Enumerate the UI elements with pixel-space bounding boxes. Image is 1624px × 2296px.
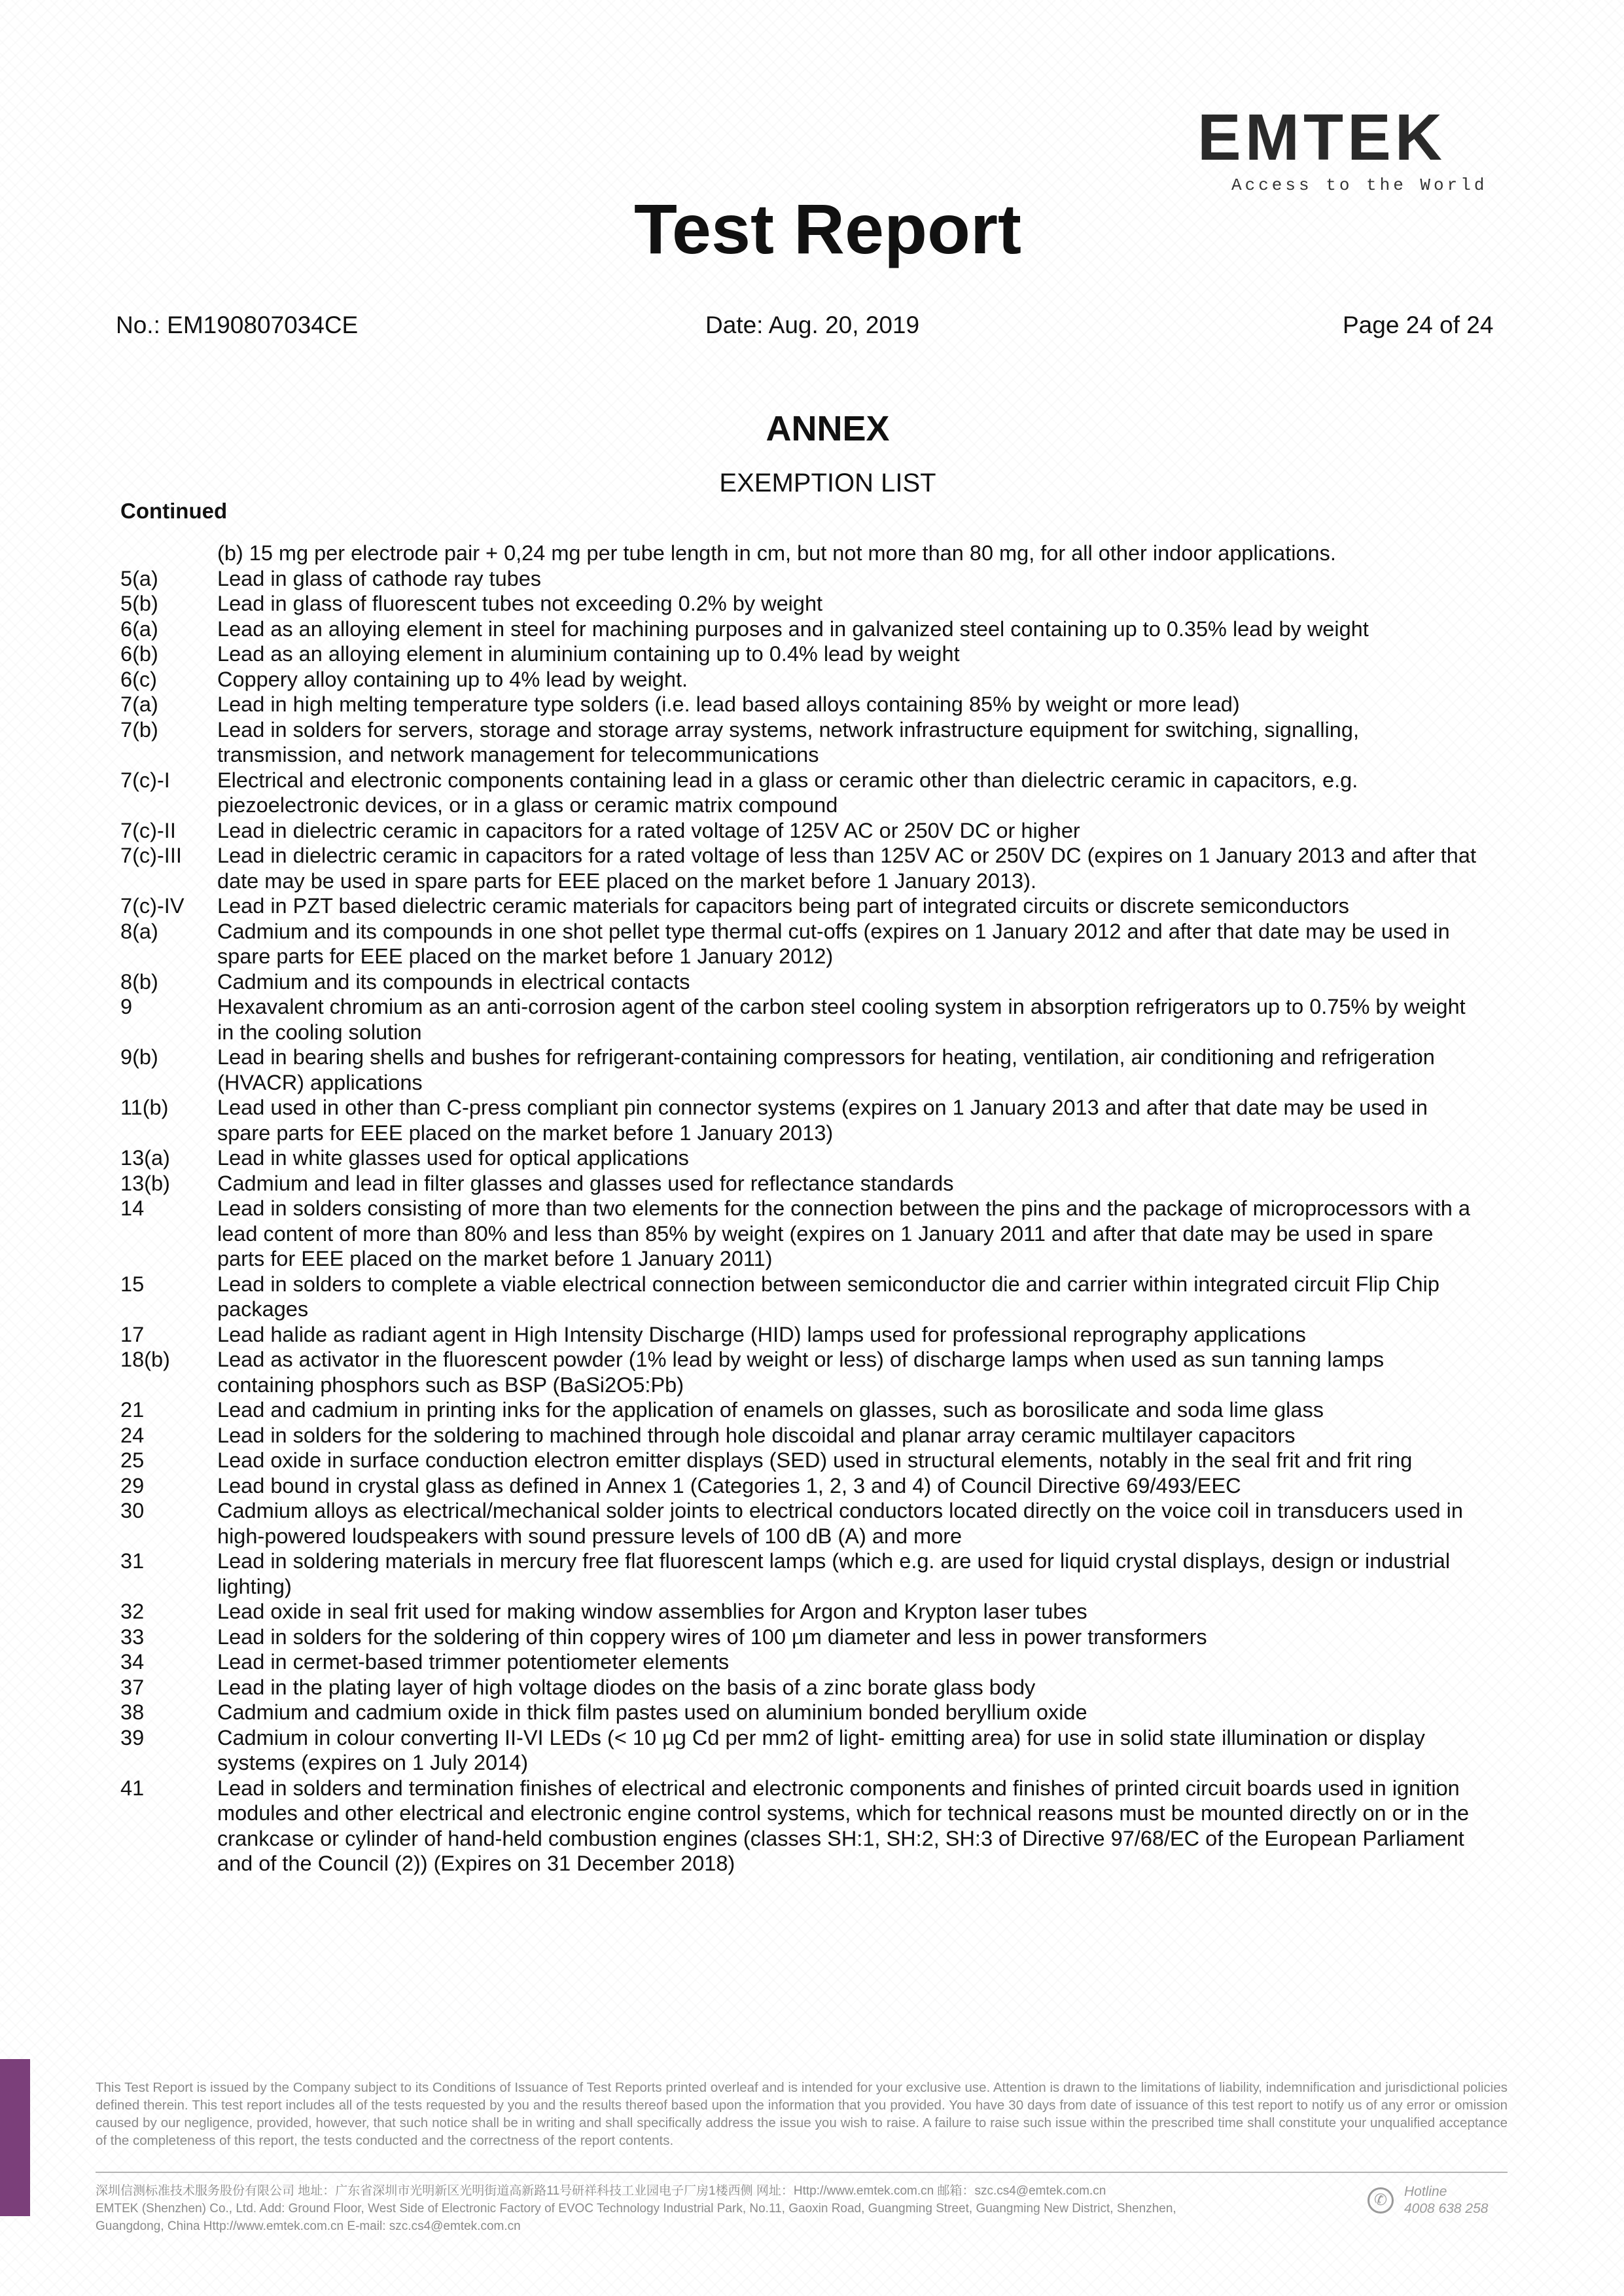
report-number: No.: EM190807034CE	[116, 312, 359, 338]
exemption-row	[120, 1045, 1481, 1095]
exemption-list-heading: EXEMPTION LIST	[719, 469, 936, 497]
exemption-code: 9(b)	[120, 1045, 158, 1069]
exemption-row	[120, 1498, 1481, 1549]
exemption-description: Lead used in other than C-press compliant pin connector systems (expires on 1 January 2013 and after that date may be used in spare parts for EEE placed on the market before 1 January 2013)	[217, 1096, 1428, 1145]
exemption-code: 5(b)	[120, 592, 158, 615]
exemption-code: 37	[120, 1675, 145, 1699]
exemption-row	[120, 1448, 1481, 1473]
exemption-code: 7(c)-II	[120, 818, 176, 842]
continued-label: Continued	[120, 499, 228, 523]
exemption-description: Lead in solders and termination finishes of electrical and electronic components and finishes of printed circuit boards used in ignition modules and other electrical and electronic engine control systems, which for technical reasons must be mounted directly on or in the crankcase or cylinder of hand-held combustion engines (classes SH:1, SH:2, SH:3 of Directive 97/68/EC of the European Parliament and of the Council (2)) (Expires on 31 December 2018)	[217, 1776, 1470, 1875]
exemption-description: Lead in dielectric ceramic in capacitors for a rated voltage of less than 125V AC or 250V DC (expires on 1 January 2013 and after that date may be used in spare parts for EEE placed on the market before 1 January 2013).	[217, 844, 1476, 893]
exemption-code: 32	[120, 1600, 145, 1623]
exemption-row	[120, 1322, 1481, 1348]
exemption-description: Lead in PZT based dielectric ceramic materials for capacitors being part of integrated circuits or discrete semiconductors	[217, 894, 1349, 918]
exemption-code: 7(c)-III	[120, 844, 182, 867]
exemption-row	[120, 1599, 1481, 1624]
exemption-description: Lead in soldering materials in mercury free flat fluorescent lamps (which e.g. are used for liquid crystal displays, design or industrial lighting)	[217, 1549, 1451, 1598]
exemption-description: Cadmium and lead in filter glasses and glasses used for reflectance standards	[217, 1171, 954, 1195]
company-info-chinese: 深圳信测标准技术服务股份有限公司 地址：广东省深圳市光明新区光明街道高新路11号研祥科技工业园电子厂房1楼西侧 网址：Http://www.emtek.com.cn 邮箱：szc.cs4@emtek.com.cn	[96, 2184, 1106, 2198]
exemption-code: 41	[120, 1776, 145, 1800]
exemption-description: Lead in solders for the soldering to machined through hole discoidal and planar array ceramic multilayer capacitors	[217, 1423, 1296, 1447]
exemption-row	[120, 843, 1481, 893]
company-info	[96, 2182, 1339, 2235]
exemption-row	[120, 641, 1481, 667]
exemption-description: Lead in solders to complete a viable electrical connection between semiconductor die and carrier within integrated circuit Flip Chip packages	[217, 1272, 1439, 1321]
exemption-description: Lead in solders consisting of more than two elements for the connection between the pins and the package of microprocessors with a lead content of more than 80% and less than 85% by weight (expires on 1 January 2011 and after that date may be used in spare parts for EEE placed on the market before 1 January 2011)	[217, 1196, 1470, 1270]
exemption-description: Lead in the plating layer of high voltage diodes on the basis of a zinc borate glass body	[217, 1675, 1036, 1699]
exemption-code: 31	[120, 1549, 145, 1573]
exemption-row	[120, 566, 1481, 592]
exemption-code: 14	[120, 1196, 145, 1220]
exemption-row	[120, 717, 1481, 768]
exemption-code: 15	[120, 1272, 145, 1296]
exemption-description: Lead in solders for the soldering of thin coppery wires of 100 µm diameter and less in power transformers	[217, 1624, 1207, 1649]
exemption-row	[120, 692, 1481, 717]
exemption-code: 7(c)-IV	[120, 894, 185, 918]
exemption-description: Lead in white glasses used for optical applications	[217, 1146, 689, 1170]
exemption-code: 6(b)	[120, 642, 158, 666]
exemption-description: Cadmium and its compounds in electrical contacts	[217, 969, 690, 994]
exemption-row	[120, 1624, 1481, 1650]
exemption-code: 7(a)	[120, 692, 158, 716]
exemption-list	[120, 541, 1481, 1876]
exemption-description: Lead in cermet-based trimmer potentiometer elements	[217, 1650, 730, 1674]
exemption-description: Lead in glass of fluorescent tubes not exceeding 0.2% by weight	[217, 592, 823, 615]
exemption-description: Coppery alloy containing up to 4% lead by weight.	[217, 667, 688, 691]
exemption-code: 8(b)	[120, 969, 158, 994]
exemption-row	[120, 1675, 1481, 1700]
exemption-code: 13(b)	[120, 1171, 170, 1195]
exemption-row	[120, 969, 1481, 995]
exemption-row	[120, 818, 1481, 844]
legal-disclaimer: This Test Report is issued by the Company subject to its Conditions of Issuance of Test Reports printed overleaf and is intended for your exclusive use. Attention is drawn to the limitations of liability, indemnification and jurisdictional policies defined therein. This test report includes all of the tests requested by you and the results thereof based upon the information that you provided. You have 30 days from date of issuance of this test report to notify us of any error or omission caused by our negligence, provided, however, that such notice shall be in writing and shall specifically address the issue you wish to raise. A failure to raise such issue within the prescribed time shall constitute your unqualified acceptance of the completeness of this report, the tests conducted and the correctness of the report contents.	[96, 2080, 1508, 2148]
hotline-number: 4008 638 258	[1404, 2201, 1489, 2216]
exemption-row	[120, 1095, 1481, 1145]
company-logo	[1197, 101, 1498, 203]
exemption-row	[120, 1649, 1481, 1675]
annex-heading: ANNEX	[766, 409, 890, 448]
exemption-row	[120, 1272, 1481, 1322]
exemption-row	[120, 1725, 1481, 1776]
exemption-code: 7(c)-I	[120, 768, 170, 792]
exemption-code: 29	[120, 1473, 145, 1498]
exemption-row	[120, 1145, 1481, 1171]
exemption-code: 21	[120, 1398, 145, 1422]
exemption-row	[120, 1776, 1481, 1876]
company-info-english-2: Guangdong, China Http://www.emtek.com.cn E-mail: szc.cs4@emtek.com.cn	[96, 2219, 521, 2233]
exemption-code: 11(b)	[120, 1096, 169, 1119]
exemption-code: 24	[120, 1423, 145, 1447]
exemption-code: 7(b)	[120, 717, 158, 742]
hotline-label: Hotline	[1404, 2184, 1447, 2199]
exemption-row	[120, 1397, 1481, 1423]
exemption-row	[120, 1700, 1481, 1725]
exemption-row	[120, 617, 1481, 642]
exemption-row	[120, 994, 1481, 1045]
exemption-description: Lead as an alloying element in steel for machining purposes and in galvanized steel containing up to 0.35% lead by weight	[217, 617, 1369, 641]
exemption-code: 34	[120, 1650, 145, 1674]
exemption-description: Lead halide as radiant agent in High Intensity Discharge (HID) lamps used for professional reprography applications	[217, 1322, 1306, 1346]
exemption-row	[120, 768, 1481, 818]
exemption-code	[120, 541, 217, 566]
exemption-description: Lead oxide in seal frit used for making window assemblies for Argon and Krypton laser tubes	[217, 1600, 1087, 1623]
sidebar-color-tab	[0, 2059, 30, 2216]
exemption-row	[120, 1473, 1481, 1499]
exemption-row	[120, 1171, 1481, 1196]
page-number: Page 24 of 24	[1343, 312, 1494, 338]
exemption-row	[120, 1423, 1481, 1448]
exemption-code: 17	[120, 1322, 145, 1346]
exemption-description: Lead oxide in surface conduction electron emitter displays (SED) used in structural elements, notably in the seal frit and frit ring	[217, 1448, 1413, 1472]
phone-icon: ✆	[1368, 2187, 1394, 2214]
exemption-description: Lead as an alloying element in aluminium containing up to 0.4% lead by weight	[217, 642, 960, 666]
exemption-description: Lead and cadmium in printing inks for the application of enamels on glasses, such as borosilicate and soda lime glass	[217, 1398, 1324, 1422]
exemption-row	[120, 1549, 1481, 1599]
exemption-description: Lead bound in crystal glass as defined in Annex 1 (Categories 1, 2, 3 and 4) of Council Directive 69/493/EEC	[217, 1473, 1241, 1498]
exemption-description: Cadmium alloys as electrical/mechanical solder joints to electrical conductors located directly on the voice coil in transducers used in high-powered loudspeakers with sound pressure levels of 100 dB (A) and more	[217, 1499, 1463, 1548]
company-info-english: EMTEK (Shenzhen) Co., Ltd. Add: Ground Floor, West Side of Electronic Factory of EVOC Technology Industrial Park, No.11, Gaoxin Road, Guangming Street, Guangming New District, Shenzhen,	[96, 2202, 1176, 2215]
exemption-code: 6(a)	[120, 617, 158, 641]
exemption-row	[120, 667, 1481, 692]
exemption-code: 5(a)	[120, 566, 158, 590]
exemption-description: Lead in glass of cathode ray tubes	[217, 566, 542, 590]
exemption-code: 39	[120, 1725, 145, 1749]
exemption-description: (b) 15 mg per electrode pair + 0,24 mg per tube length in cm, but not more than 80 mg, for all other indoor applications.	[217, 541, 1336, 565]
exemption-description: Cadmium and cadmium oxide in thick film pastes used on aluminium bonded beryllium oxide	[217, 1700, 1087, 1724]
exemption-code: 25	[120, 1448, 145, 1472]
exemption-description: Lead in bearing shells and bushes for refrigerant-containing compressors for heating, ventilation, air conditioning and refrigeration (HVACR) applications	[217, 1045, 1435, 1094]
exemption-description: Lead in dielectric ceramic in capacitors for a rated voltage of 125V AC or 250V DC or higher	[217, 818, 1080, 842]
hotline	[1368, 2183, 1505, 2223]
logo-tagline: Access to the World	[1231, 175, 1488, 195]
exemption-row	[120, 591, 1481, 617]
exemption-row	[120, 893, 1481, 919]
exemption-code: 6(c)	[120, 667, 157, 691]
exemption-code: 18(b)	[120, 1348, 170, 1371]
exemption-description: Hexavalent chromium as an anti-corrosion agent of the carbon steel cooling system in absorption refrigerators up to 0.75% by weight in the cooling solution	[217, 995, 1466, 1044]
report-title: Test Report	[633, 189, 1022, 268]
exemption-code: 33	[120, 1624, 145, 1649]
exemption-description: Lead in high melting temperature type solders (i.e. lead based alloys containing 85% by weight or more lead)	[217, 692, 1240, 716]
exemption-row	[120, 919, 1481, 969]
exemption-row	[120, 541, 1481, 566]
exemption-description: Cadmium in colour converting II-VI LEDs (< 10 µg Cd per mm2 of light- emitting area) for use in solid state illumination or display systems (expires on 1 July 2014)	[217, 1725, 1425, 1774]
footer-divider	[96, 2172, 1508, 2173]
exemption-code: 38	[120, 1700, 145, 1724]
exemption-description: Electrical and electronic components containing lead in a glass or ceramic other than dielectric ceramic in capacitors, e.g. piezoelectronic devices, or in a glass or ceramic matrix compound	[217, 768, 1358, 817]
exemption-description: Lead in solders for servers, storage and storage array systems, network infrastructure equipment for switching, signalling, transmission, and network management for telecommunications	[217, 717, 1359, 766]
exemption-code: 8(a)	[120, 919, 158, 943]
exemption-description: Lead as activator in the fluorescent powder (1% lead by weight or less) of discharge lamps when used as sun tanning lamps containing phosphors such as BSP (BaSi2O5:Pb)	[217, 1348, 1385, 1397]
report-date: Date: Aug. 20, 2019	[705, 312, 920, 338]
logo-wordmark: EMTEK	[1197, 101, 1446, 174]
exemption-code: 30	[120, 1499, 145, 1522]
exemption-row	[120, 1196, 1481, 1272]
exemption-code: 13(a)	[120, 1146, 170, 1170]
exemption-description: Cadmium and its compounds in one shot pellet type thermal cut-offs (expires on 1 January 2012 and after that date may be used in spare parts for EEE placed on the market before 1 January 2012)	[217, 919, 1450, 968]
exemption-code: 9	[120, 995, 133, 1018]
exemption-row	[120, 1347, 1481, 1397]
